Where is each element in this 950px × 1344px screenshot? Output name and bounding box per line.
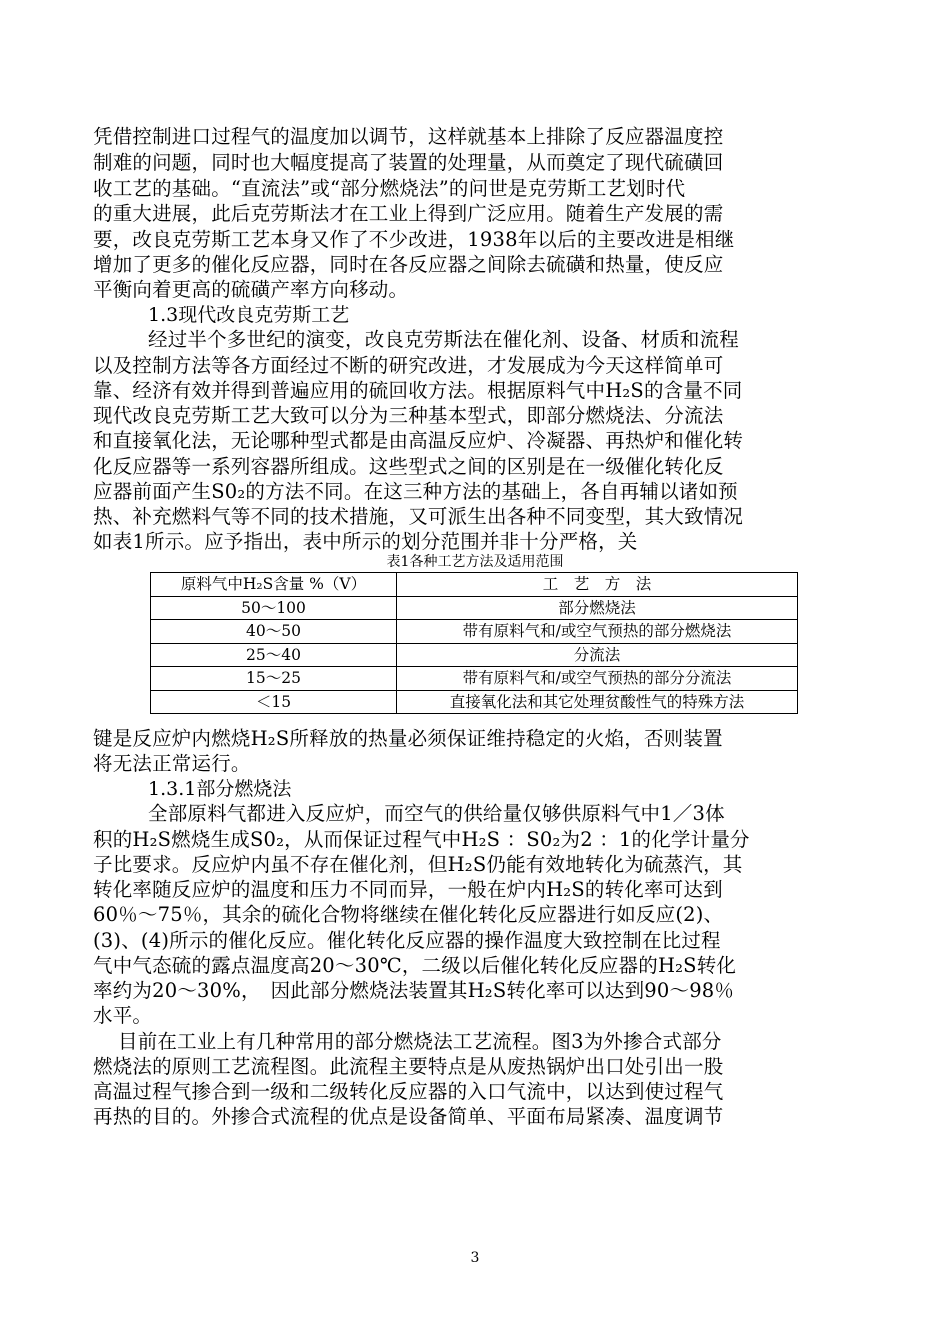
table-row (151, 690, 798, 714)
table-cell: 带有原料气和/或空气预热的部分燃烧法 (397, 620, 798, 644)
page-number: 3 (470, 1250, 480, 1266)
paragraph4-line: 水平。 (93, 1004, 153, 1027)
paragraph2-line: 现代改良克劳斯工艺大致可以分为三种基本型式，即部分燃烧法、分流法 (93, 404, 724, 427)
paragraph2-line: 和直接氧化法，无论哪种型式都是由高温反应炉、冷凝器、再热炉和催化转 (93, 429, 744, 452)
paragraph2-line: 如表1所示。应予指出，表中所示的划分范围并非十分严格，关 (93, 530, 638, 553)
paragraph4-line: 60％～75％，其余的硫化合物将继续在催化转化反应器进行如反应(2)、 (93, 903, 724, 926)
paragraph4-line: 全部原料气都进入反应炉，而空气的供给量仅够供原料气中1／3体 (148, 802, 725, 825)
table-cell: ＜15 (151, 690, 397, 714)
paragraph1-line: 平衡向着更高的硫磺产率方向移动。 (93, 278, 409, 301)
table-header-cell: 工 艺 方 法 (397, 573, 798, 597)
table-cell: 25～40 (151, 643, 397, 667)
section-heading: 1.3现代改良克劳斯工艺 (148, 304, 350, 326)
paragraph4-line: 率约为20～30%， 因此部分燃烧法装置其H₂S转化率可以达到90～98％ (93, 979, 735, 1002)
paragraph2-line: 应器前面产生S0₂的方法不同。在这三种方法的基础上，各自再辅以诸如预 (93, 480, 738, 503)
paragraph4-line: 积的H₂S燃烧生成S0₂，从而保证过程气中H₂S ：S0₂为2 ：1的化学计量分 (93, 828, 750, 851)
paragraph3-line: 将无法正常运行。 (93, 752, 251, 775)
paragraph5-line: 燃烧法的原则工艺流程图。此流程主要特点是从废热锅炉出口处引出一股 (93, 1055, 724, 1078)
paragraph1-line: 制难的问题，同时也大幅度提高了装置的处理量，从而奠定了现代硫磺回 (93, 151, 724, 174)
table-cell: 直接氧化法和其它处理贫酸性气的特殊方法 (397, 690, 798, 714)
table-cell: 15～25 (151, 667, 397, 691)
paragraph2-line: 热、补充燃料气等不同的技术措施，又可派生出各种不同变型，其大致情况 (93, 505, 744, 528)
paragraph1-line: 增加了更多的催化反应器，同时在各反应器之间除去硫磺和热量，使反应 (93, 253, 724, 276)
table-row (151, 667, 798, 691)
table-cell: 带有原料气和/或空气预热的部分分流法 (397, 667, 798, 691)
paragraph2-line: 经过半个多世纪的演变，改良克劳斯法在催化剂、设备、材质和流程 (148, 328, 740, 351)
paragraph5-line: 高温过程气掺合到一级和二级转化反应器的入口气流中，以达到使过程气 (93, 1080, 724, 1103)
paragraph4-line: (3)、(4)所示的催化反应。催化转化反应器的操作温度大致控制在比过程 (93, 929, 721, 952)
table-row (151, 620, 798, 644)
table-header-cell: 原料气中H₂S含量 %（V） (151, 573, 397, 597)
paragraph2-line: 以及控制方法等各方面经过不断的研究改进，才发展成为今天这样简单可 (93, 354, 724, 377)
table-cell: 50～100 (151, 596, 397, 620)
paragraph5-line: 再热的目的。外掺合式流程的优点是设备简单、平面布局紧凑、温度调节 (93, 1105, 724, 1128)
table-cell: 部分燃烧法 (397, 596, 798, 620)
paragraph2-line: 化反应器等一系列容器所组成。这些型式之间的区别是在一级催化转化反 (93, 455, 724, 478)
table-row (151, 643, 798, 667)
process-table (150, 572, 798, 714)
paragraph2-line: 靠、经济有效并得到普遍应用的硫回收方法。根据原料气中H₂S的含量不同 (93, 379, 743, 402)
paragraph1-line: 要，改良克劳斯工艺本身又作了不少改进，1938年以后的主要改进是相继 (93, 228, 735, 251)
table-caption: 表1各种工艺方法及适用范围 (386, 554, 564, 570)
paragraph1-line: 收工艺的基础。“直流法”或“部分燃烧法”的问世是克劳斯工艺划时代 (93, 177, 686, 200)
paragraph1-line: 凭借控制进口过程气的温度加以调节，这样就基本上排除了反应器温度控 (93, 125, 724, 148)
paragraph3-line: 键是反应炉内燃烧H₂S所释放的热量必须保证维持稳定的火焰，否则装置 (93, 727, 723, 750)
paragraph4-line: 子比要求。反应炉内虽不存在催化剂，但H₂S仍能有效地转化为硫蒸汽，其 (93, 853, 743, 876)
table-header-row (151, 573, 798, 597)
paragraph1-line: 的重大进展，此后克劳斯法才在工业上得到广泛应用。随着生产发展的需 (93, 202, 724, 225)
paragraph4-line: 转化率随反应炉的温度和压力不同而异，一般在炉内H₂S的转化率可达到 (93, 878, 723, 901)
table-cell: 分流法 (397, 643, 798, 667)
table-cell: 40～50 (151, 620, 397, 644)
paragraph4-line: 气中气态硫的露点温度高20～30℃，二级以后催化转化反应器的H₂S转化 (93, 954, 737, 977)
subsection-heading: 1.3.1部分燃烧法 (148, 778, 292, 800)
paragraph5-line: 目前在工业上有几种常用的部分燃烧法工艺流程。图3为外掺合式部分 (118, 1030, 722, 1053)
table-row (151, 596, 798, 620)
